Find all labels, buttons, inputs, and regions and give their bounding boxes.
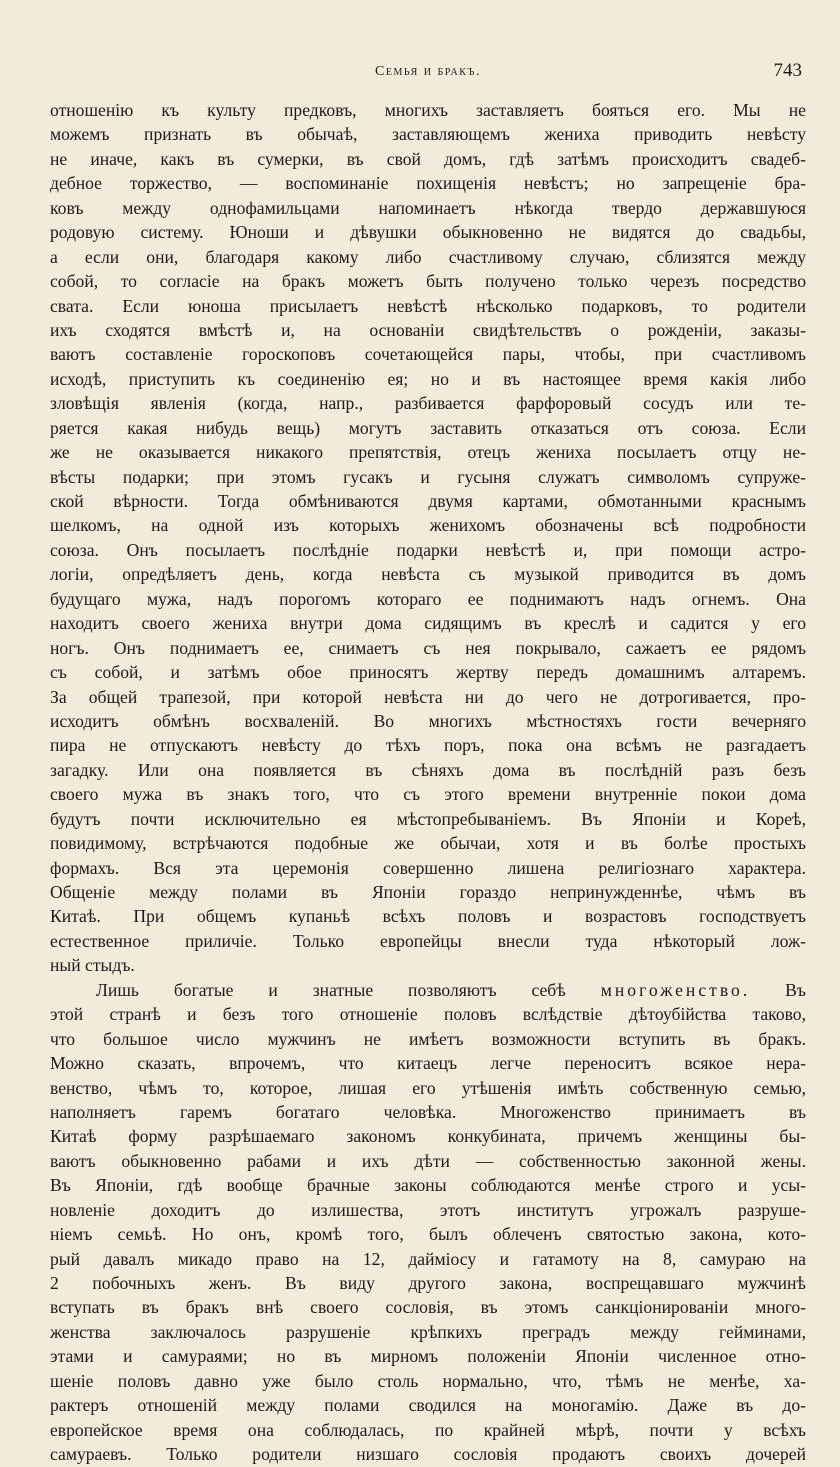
text-line: дебное торжество, — воспоминаніе похищенія невѣстъ; но запрещеніе бра- [50,173,806,194]
text-line: можемъ признать въ обычаѣ, заставляющемъ жениха приводить невѣсту [50,124,806,145]
text-line: шеніе половъ давно уже было столь нормально, что, тѣмъ не менѣе, ха- [50,1370,806,1391]
text-line: своего мужа въ знакъ того, что съ этого времени внутренніе покои дома [50,784,806,805]
text-line-first [50,978,806,1002]
text-line: пира не отпускаютъ невѣсту до тѣхъ поръ, пока она всѣмъ не разгадаетъ [50,735,806,756]
text-line: исходѣ, приступить къ соединенію ея; но и въ настоящее время какія либо [50,368,806,389]
text-line: 2 побочныхъ женъ. Въ виду другого закона, воспрещавшаго мужчинѣ [50,1273,806,1293]
text-line: Китаѣ форму разрѣшаемаго закономъ конкубината, причемъ женщины бы- [50,1126,806,1147]
text-line: же не оказывается никакого препятствія, отецъ жениха посылаетъ отцу не- [50,442,806,463]
text-line: наполняетъ гаремъ богатаго человѣка. Многоженство принимаетъ въ [50,1101,806,1122]
text-line: союза. Онъ посылаетъ послѣдніе подарки невѣстѣ и, при помощи астро- [50,539,806,560]
text-line: ковъ между однофамильцами напоминаетъ нѣкогда твердо державшуюся [50,197,806,218]
text-line: загадку. Или она появляется въ сѣняхъ дома въ послѣдній разъ безъ [50,759,806,780]
text-line: ніемъ семьѣ. Но онъ, кромѣ того, былъ облеченъ святостью закона, кото- [50,1224,806,1245]
text-line: ихъ сходятся вмѣстѣ и, на основаніи свидѣтельствъ о рожденіи, заказы- [50,319,806,340]
text-line: зловѣщія явленія (когда, напр., разбивается фарфоровый сосудъ или те- [50,393,806,414]
text-line: Можно сказать, впрочемъ, что китаецъ легче переноситъ всякое нера- [50,1053,806,1074]
text-line: вступать въ бракъ внѣ своего сословія, въ этомъ санкціонированіи много- [50,1297,806,1318]
text-segment: Въ [785,979,806,1000]
text-line: будутъ почти исключительно ея мѣстопребываніемъ. Въ Японіи и Кореѣ, [50,808,806,829]
text-line: родовую систему. Юноши и дѣвушки обыкновенно не видятся до свадьбы, [50,222,806,243]
text-line: женства заключалось разрушеніе крѣпкихъ преградъ между гейминами, [50,1321,806,1342]
text-line: ваютъ составленіе гороскоповъ сочетающейся пары, чтобы, при счастливомъ [50,344,806,365]
text-line: венство, чѣмъ то, которое, лишая его утѣшенія имѣть собственную семью, [50,1077,806,1098]
text-line: ряется какая нибудь вещь) могутъ заставить отказаться отъ союза. Если [50,417,806,438]
text-line: ный стыдъ. [50,955,135,976]
text-line: съ собой, и затѣмъ обое приносятъ жертву передъ домашнимъ алтаремъ. [50,662,806,683]
running-head: Семья и бракъ. [375,64,481,79]
paragraph-1 [50,98,806,978]
text-line: формахъ. Вся эта церемонія совершенно лишена религіознаго характера. [50,857,806,878]
text-line: ногъ. Онъ поднимаетъ ее, снимаетъ съ нея покрывало, сажаетъ ее рядомъ [50,637,806,658]
text-line: рактеръ отношеній между полами сводился на моногамію. Даже въ до- [50,1395,806,1416]
text-line: естественное приличіе. Только европейцы внесли туда нѣкоторый лож- [50,930,806,951]
text-line: ской вѣрности. Тогда обмѣниваются двумя картами, обмотанными краснымъ [50,491,806,511]
text-line: вѣсты подарки; при этомъ гусакъ и гусыня служатъ символомъ супруже- [50,466,806,487]
text-line: а если они, благодаря какому либо счастливому случаю, сблизятся между [50,246,806,267]
text-line: свата. Если юноша присылаетъ невѣстѣ нѣсколько подарковъ, то родители [50,295,806,316]
paragraph-2 [50,978,806,1467]
text-line: не иначе, какъ въ сумерки, въ свой домъ, гдѣ затѣмъ происходитъ свадеб- [50,148,806,169]
text-line: самураевъ. Только родители низшаго сословія продаютъ своихъ дочерей [50,1444,806,1465]
text-line: повидимому, встрѣчаются подобные же обычаи, хотя и въ болѣе простыхъ [50,833,806,854]
text-line: исходитъ обмѣнъ восхваленій. Во многихъ мѣстностяхъ гости вечерняго [50,710,806,731]
body-text [50,98,806,1467]
text-line: рый давалъ микадо право на 12, дайміосу и гатамоту на 8, самураю на [50,1248,806,1269]
text-line: будущаго мужа, надъ порогомъ котораго ее поднимаютъ надъ огнемъ. Она [50,588,806,609]
text-line: что большое число мужчинъ не имѣетъ возможности вступить въ бракъ. [50,1028,806,1049]
emphasized-word: многоженство. [600,979,751,1000]
text-segment: Лишь богатые и знатные позволяютъ себѣ [96,979,566,1000]
page-number: 743 [773,60,802,81]
text-line: этой странѣ и безъ того отношеніе половъ вслѣдствіе дѣтоубійства таково, [50,1004,806,1025]
text-line: отношенію къ культу предковъ, многихъ заставляетъ бояться его. Мы не [50,100,806,120]
text-line: этами и самураями; но въ мирномъ положеніи Японіи численное отно- [50,1346,806,1367]
text-line: собой, то согласіе на бракъ можетъ быть получено только черезъ посредство [50,271,806,292]
text-line: Въ Японіи, гдѣ вообще брачные законы соблюдаются менѣе строго и усы- [50,1175,806,1196]
text-line: ваютъ обыкновенно рабами и ихъ дѣти — собственностью законной жены. [50,1150,806,1171]
text-line: Китаѣ. При общемъ купаньѣ всѣхъ половъ и возрастовъ господствуетъ [50,906,806,927]
text-line: шелкомъ, на одной изъ которыхъ женихомъ обозначены всѣ подробности [50,515,806,536]
text-line: новленіе доходитъ до излишества, этотъ институтъ угрожалъ разруше- [50,1199,806,1220]
text-line: Общеніе между полами въ Японіи гораздо непринужденнѣе, чѣмъ въ [50,882,806,902]
text-line: За общей трапезой, при которой невѣста ни до чего не дотрогивается, про- [50,686,806,707]
page-header [50,58,806,88]
text-line: логіи, опредѣляетъ день, когда невѣста съ музыкой приводится въ домъ [50,564,806,585]
text-line: европейское время она соблюдалась, по крайней мѣрѣ, почти у всѣхъ [50,1419,806,1440]
text-line: находитъ своего жениха внутри дома сидящимъ въ креслѣ и садится у его [50,613,806,634]
